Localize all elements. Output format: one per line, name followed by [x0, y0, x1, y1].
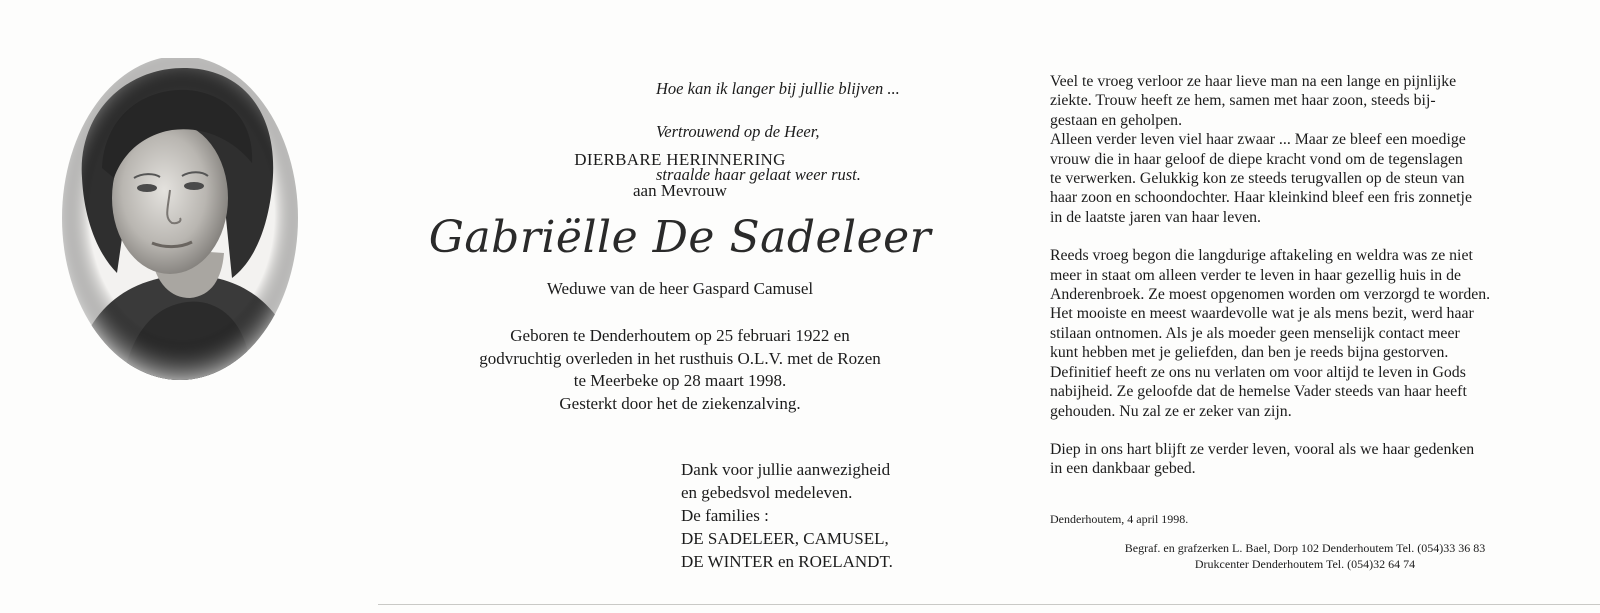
bio-line: nabijheid. Ze geloofde dat de hemelse Vader steeds van haar heeft [1050, 383, 1467, 401]
thanks-line: Dank voor jullie aanwezigheid [681, 460, 891, 479]
bio-line: stilaan ontnomen. Als je als moeder geen menselijk contact meer [1050, 324, 1460, 342]
printer-line: Drukcenter Denderhoutem Tel. (054)32 64 74 [1194, 556, 1416, 571]
bio-line: haar zoon en schoondochter. Haar kleinkind bleef een fris zonnetje [1050, 189, 1472, 207]
fold-line [378, 604, 1600, 605]
bio-line: Veel te vroeg verloor ze haar lieve man na een lange en pijnlijke [1050, 73, 1457, 90]
detail-line: Geboren te Denderhoutem op 25 februari 1922 en [510, 326, 850, 345]
bio-line: in de laatste jaren van haar leven. [1050, 208, 1261, 226]
bio-line: Reeds vroeg begon die langdurige aftakeling en weldra was ze niet [1050, 247, 1473, 265]
bio-line: Definitief heeft ze ons nu verlaten om voor altijd te leven in Gods [1050, 363, 1466, 381]
bio-line: gestaan en geholpen. [1050, 111, 1183, 129]
dateline: Denderhoutem, 4 april 1998. [1050, 512, 1189, 526]
bio-line: in een dankbaar gebed. [1050, 460, 1196, 478]
bio-line: gehouden. Nu zal ze er zeker van zijn. [1050, 402, 1292, 420]
thanks-block [681, 458, 893, 573]
bio-line: Anderenbroek. Ze moest opgenomen worden om verzorgd te worden. [1050, 286, 1491, 304]
birth-death-details [420, 325, 940, 415]
family-line: DE WINTER en ROELANDT. [681, 552, 893, 571]
bio-line: meer in staat om alleen verder te leven in haar gezellig huis in de [1050, 266, 1461, 284]
bio-line: Het mooiste en meest waardevolle wat je als mens bezit, werd haar [1050, 305, 1474, 323]
bio-line: Alleen verder leven viel haar zwaar ... Maar ze bleef een moedige [1050, 131, 1466, 149]
bio-line: ziekte. Trouw heeft ze hem, samen met haar zoon, steeds bij- [1050, 92, 1436, 110]
thanks-line: en gebedsvol medeleven. [681, 483, 853, 502]
biography [1050, 53, 1590, 498]
bio-line: kunt hebben met je geliefden, dan ben je reeds bijna gestorven. [1050, 344, 1449, 362]
poem-line: Vertrouwend op de Heer, [656, 121, 820, 141]
thanks-line: De families : [681, 506, 769, 525]
detail-line: te Meerbeke op 28 maart 1998. [573, 371, 787, 390]
portrait-icon [62, 58, 302, 383]
poem-line: straalde haar gelaat weer rust. [656, 164, 861, 184]
detail-line: Gesterkt door het de ziekenzalving. [559, 393, 801, 413]
bio-line: Diep in ons hart blijft ze verder leven, vooral als we haar gedenken [1050, 440, 1475, 458]
bio-line: vrouw die in haar geloof de diepe kracht vond om de tegenslagen [1050, 150, 1463, 168]
deceased-name: Gabriëlle De Sadeleer [428, 212, 932, 263]
detail-line: godvruchtig overleden in het rusthuis O.L.V. met de Rozen [479, 348, 881, 368]
poem-line: Hoe kan ik langer bij jullie blijven ... [656, 78, 900, 98]
printer-line: Begraf. en grafzerken L. Bael, Dorp 102 Denderhoutem Tel. (054)33 36 83 [1124, 541, 1486, 555]
widow-line: Weduwe van de heer Gaspard Camusel [546, 279, 814, 298]
heading: DIERBARE HERINNERING [574, 150, 786, 169]
printer-credits [1090, 541, 1520, 572]
portrait-photo [62, 58, 302, 383]
family-line: DE SADELEER, CAMUSEL, [681, 529, 889, 548]
bio-line: te verwerken. Gelukkig kon ze steeds terugvallen op de steun van [1050, 170, 1465, 188]
salutation: aan Mevrouw [633, 181, 727, 200]
